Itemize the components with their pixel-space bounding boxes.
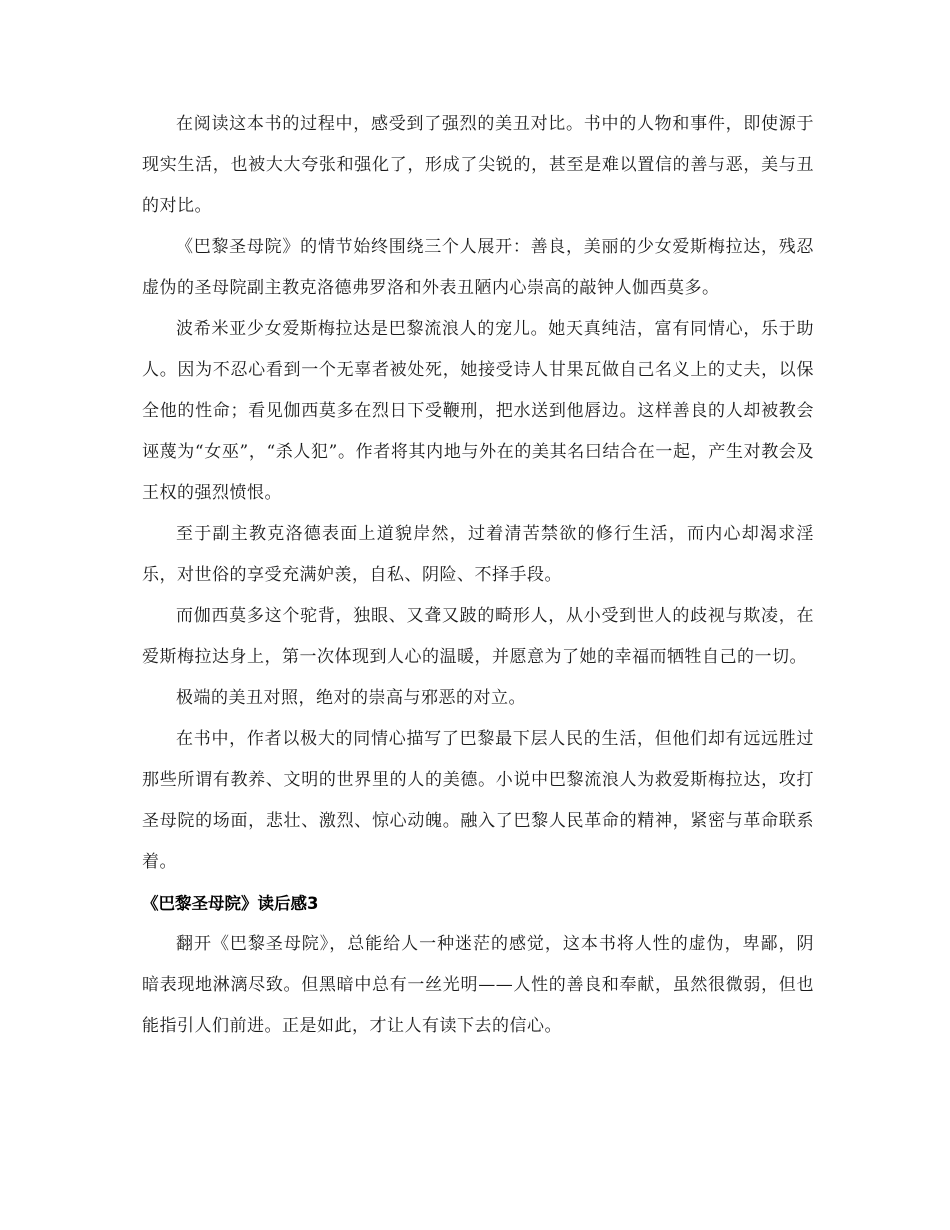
paragraph-reading-impression: 翻开《巴黎圣母院》，总能给人一种迷茫的感觉，这本书将人性的虚伪，卑鄙，阴暗表现地淋漓尽致。但黑暗中总有一丝光明——人性的善良和奉献，虽然很微弱，但也能指引人们前进。正是如此，才让人有读下去的信心。 [142,934,814,1036]
paragraph-quasimodo: 而伽西莫多这个驼背，独眼、又聋又跛的畸形人，从小受到世人的歧视与欺凌，在爱斯梅拉达身上，第一次体现到人心的温暖，并愿意为了她的幸福而牺牲自己的一切。 [142,606,814,667]
paragraph-contrast-intro: 在阅读这本书的过程中，感受到了强烈的美丑对比。书中的人物和事件，即使源于现实生活，也被大大夸张和强化了，形成了尖锐的，甚至是难以置信的善与恶，美与丑的对比。 [142,114,814,216]
document-body [142,104,814,1047]
section-heading: 《巴黎圣母院》读后感3 [142,894,319,913]
paragraph-lower-class-people: 在书中，作者以极大的同情心描写了巴黎最下层人民的生活，但他们却有远远胜过那些所谓有教养、文明的世界里的人的美德。小说中巴黎流浪人为救爱斯梅拉达，攻打圣母院的场面，悲壮、激烈、惊心动魄。融入了巴黎人民革命的精神，紧密与革命联系着。 [142,729,814,872]
paragraph-three-characters: 《巴黎圣母院》的情节始终围绕三个人展开：善良，美丽的少女爱斯梅拉达，残忍虚伪的圣母院副主教克洛德弗罗洛和外表丑陋内心崇高的敲钟人伽西莫多。 [142,237,814,298]
paragraph-esmeralda: 波希米亚少女爱斯梅拉达是巴黎流浪人的宠儿。她天真纯洁，富有同情心，乐于助人。因为不忍心看到一个无辜者被处死，她接受诗人甘果瓦做自己名义上的丈夫，以保全他的性命；看见伽西莫多在烈日下受鞭刑，把水送到他唇边。这样善良的人却被教会诬蔑为“女巫”，“杀人犯”。作者将其内地与外在的美其名曰结合在一起，产生对教会及王权的强烈愤恨。 [142,319,814,503]
paragraph-extreme-contrast: 极端的美丑对照，绝对的崇高与邪恶的对立。 [176,688,526,708]
paragraph-claude-frollo: 至于副主教克洛德表面上道貌岸然，过着清苦禁欲的修行生活，而内心却渴求淫乐，对世俗的享受充满妒羡，自私、阴险、不择手段。 [142,524,814,585]
